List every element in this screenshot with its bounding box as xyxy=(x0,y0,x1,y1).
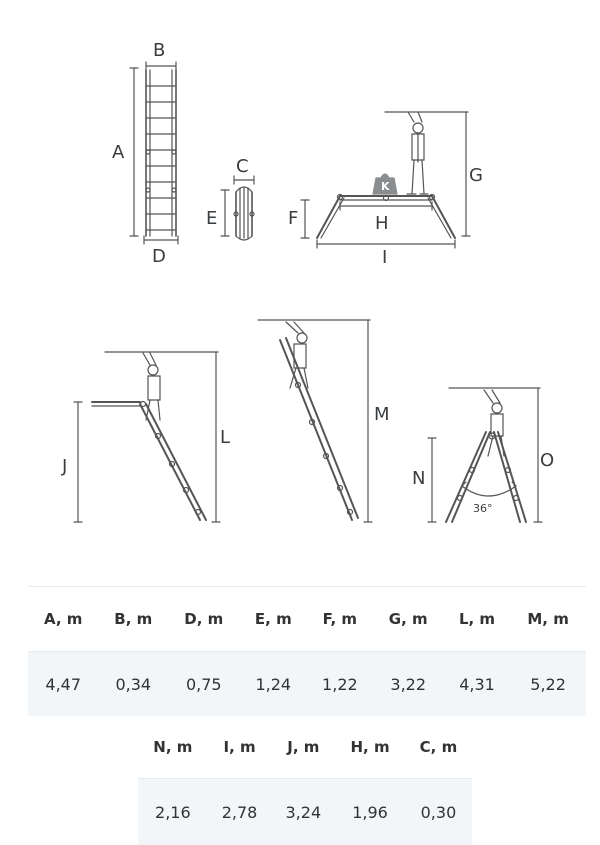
label-m: M xyxy=(374,404,390,425)
folded-ladder-figure xyxy=(221,176,254,240)
header-i: I, m xyxy=(208,716,272,779)
header-c: C, m xyxy=(405,716,472,779)
platform-ladder-figure xyxy=(74,352,220,522)
header-h: H, m xyxy=(335,716,405,779)
header-f: F, m xyxy=(307,587,373,652)
header-d: D, m xyxy=(168,587,239,652)
dimensions-table-bottom xyxy=(138,716,472,845)
weight-label: K xyxy=(381,180,390,193)
value-a: 4,47 xyxy=(28,652,98,717)
label-i: I xyxy=(382,247,387,268)
header-g: G, m xyxy=(373,587,444,652)
value-g: 3,22 xyxy=(373,652,444,717)
label-e: E xyxy=(206,208,217,229)
label-j: J xyxy=(61,456,67,477)
header-n: N, m xyxy=(138,716,208,779)
header-b: B, m xyxy=(98,587,168,652)
value-j: 3,24 xyxy=(271,779,335,845)
label-l: L xyxy=(220,427,230,448)
value-c: 0,30 xyxy=(405,779,472,845)
header-j: J, m xyxy=(271,716,335,779)
label-h: H xyxy=(375,213,389,234)
label-d: D xyxy=(152,246,166,267)
header-a: A, m xyxy=(28,587,98,652)
label-c: C xyxy=(236,156,249,177)
value-m: 5,22 xyxy=(510,652,586,717)
extended-ladder-figure xyxy=(130,62,178,244)
value-l: 4,31 xyxy=(444,652,510,717)
value-n: 2,16 xyxy=(138,779,208,845)
straight-ladder-figure xyxy=(258,320,372,522)
header-m: M, m xyxy=(510,587,586,652)
value-f: 1,22 xyxy=(307,652,373,717)
value-h: 1,96 xyxy=(335,779,405,845)
label-g: G xyxy=(469,165,483,186)
dimensions-table-top xyxy=(28,586,586,716)
label-a: A xyxy=(112,142,125,163)
header-e: E, m xyxy=(240,587,308,652)
value-i: 2,78 xyxy=(208,779,272,845)
label-o: O xyxy=(540,450,554,471)
label-f: F xyxy=(288,208,298,229)
label-b: B xyxy=(153,40,165,61)
header-l: L, m xyxy=(444,587,510,652)
value-e: 1,24 xyxy=(240,652,308,717)
value-d: 0,75 xyxy=(168,652,239,717)
label-n: N xyxy=(412,468,425,489)
angle-label: 36° xyxy=(473,502,493,515)
value-b: 0,34 xyxy=(98,652,168,717)
